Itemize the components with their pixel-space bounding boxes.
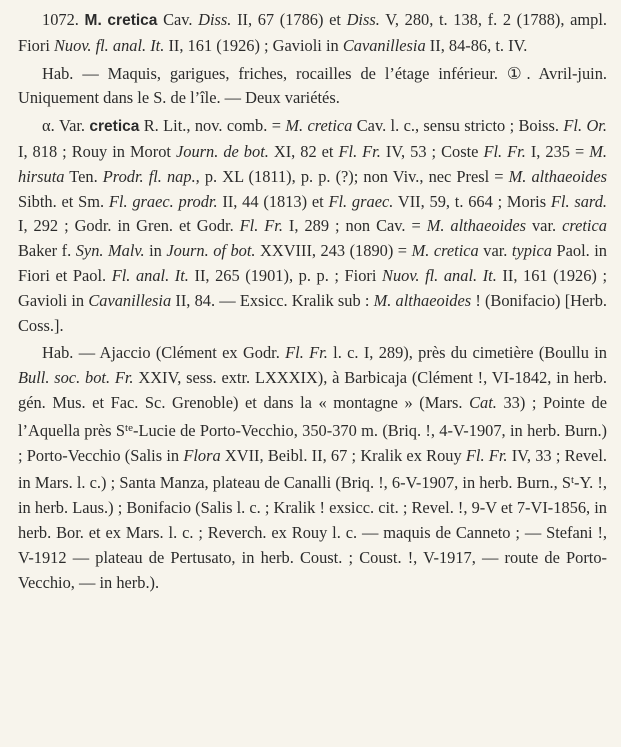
variety-name: cretica (89, 118, 140, 136)
taxon-name: cretica (562, 216, 607, 236)
text-run: I, 235 = (530, 141, 585, 161)
text-run: II, 265 (1901), p. p. ; Fiori (194, 265, 377, 285)
text-run: Sibth. et Sm. (18, 191, 105, 211)
text-run: II, 161 (1926) ; Gavioli in (18, 265, 608, 310)
text-run: XI, 82 et (273, 141, 334, 161)
citation-ref: II, 84-86, t. IV. (429, 35, 528, 55)
habitat-text: — Maquis, garigues, friches, rocailles de l’étage inférieur. ①. Avril-juin. Uniquement dans le S. de l’île. — Deux variétés. (18, 63, 607, 108)
citation-title: Fl. Fr. (239, 216, 283, 236)
text-run: in (149, 241, 162, 261)
genus-abbrev: M. (84, 12, 102, 29)
text-run: IV, 33 ; Revel. in Mars. l. c.) ; Santa Manza, plateau de Canalli (Briq. !, 6-V-1907, in herb. Burn., S (18, 445, 607, 493)
taxon-name: M. hirsuta (18, 141, 607, 186)
text-run: -Y. !, in herb. Laus.) ; Bonifacio (Salis l. c. ; Kralik ! exsicc. cit. ; Revel. !, 9-V et 7-VI-1856, in herb. Bor. et ex Mars. l. c. ; Reverch. ex Rouy l. c. — maquis de Canneto ; — Stefani !, V-1912 — plateau de Pertusato, in herb. Coust. ; Coust. !, V-1917, — route de Porto-Vecchio, — in herb.). (18, 473, 607, 592)
citation-title: Fl. Fr. (285, 343, 328, 363)
citation-ref: II, 161 (1926) ; Gavioli in (168, 35, 339, 55)
taxon-name: M. althaeoides (426, 216, 526, 236)
habitat-paragraph (18, 62, 607, 112)
text-run: VII, 59, t. 664 ; Moris (397, 191, 547, 211)
citation-title: Cavanillesia (88, 290, 172, 310)
text-run: XXIV, sess. extr. LXXXIX), à Barbicaja (Clément !, VI-1842, in herb. gén. Mus. et Fac. Sc. Grenoble) et dans la « montagne » (Mars. (18, 368, 607, 412)
taxon-name: M. althaeoides (373, 290, 472, 310)
citation-title: Diss. (346, 10, 380, 29)
taxon-name: M. cretica (411, 241, 479, 261)
citation-title: Fl. Fr. (338, 141, 381, 161)
citation-title: Fl. Fr. (483, 141, 526, 161)
localities-label: Hab. (42, 343, 74, 363)
species-name: cretica (107, 12, 158, 29)
citation-title: Nuov. fl. anal. It. (54, 35, 165, 55)
text-run: I, 289 ; non Cav. = (288, 216, 421, 236)
text-run: R. Lit., nov. comb. = (143, 116, 281, 136)
citation-title: Fl. Or. (563, 116, 607, 136)
citation-title: Fl. Fr. (465, 445, 508, 465)
citation-title: Journ. of bot. (166, 241, 256, 261)
text-run: Paol. in Fiori et Paol. (18, 241, 607, 285)
species-entry (18, 8, 607, 59)
authority: Cav. (163, 10, 193, 29)
entry-number: 1072. (42, 10, 79, 29)
citation-title: Diss. (198, 10, 232, 29)
text-run: Ten. (69, 166, 98, 186)
text-run: l. c. I, 289), près du cimetière (Boullu in (333, 343, 607, 363)
citation-title: Nuov. fl. anal. It. (382, 265, 497, 285)
citation-title: Syn. Malv. (75, 241, 145, 261)
text-run: p. XL (1811), p. p. (?); non Viv., nec Presl = (204, 166, 504, 186)
text-run: — Ajaccio (Clément ex Godr. (78, 343, 280, 363)
citation-title: Fl. graec. (328, 191, 394, 211)
localities-paragraph (18, 341, 607, 595)
text-run: I, 818 ; Rouy in Morot (18, 141, 171, 161)
text-run: II, 44 (1813) et (222, 191, 324, 211)
habitat-label: Hab. (42, 63, 74, 83)
text-run: Cav. l. c., sensu stricto ; Boiss. (356, 116, 560, 136)
text-run: XXVIII, 243 (1890) = (260, 241, 408, 261)
citation-ref: V, 280, t. 138, f. 2 (1788), ampl. Fiori (18, 10, 607, 55)
text-run: IV, 53 ; Coste (385, 141, 479, 161)
taxon-name: M. cretica (285, 116, 353, 136)
citation-title: Bull. soc. bot. Fr. (18, 368, 134, 388)
citation-title: Flora (183, 445, 221, 465)
variety-marker: α. Var. (42, 116, 86, 136)
text-run: Baker f. (18, 241, 72, 261)
citation-title: Cavanillesia (342, 35, 426, 55)
superscript: te (125, 421, 133, 434)
variety-paragraph (18, 114, 607, 338)
text-run: I, 292 ; Godr. in Gren. et Godr. (18, 216, 234, 236)
text-run: 33) ; Pointe de l’Aquella près S (18, 392, 607, 440)
text-run: ! (Bonifacio) [Herb. Coss.]. (18, 290, 608, 335)
citation-title: Fl. graec. prodr. (108, 191, 218, 211)
taxon-name: M. althaeoides (508, 166, 608, 186)
citation-title: Cat. (469, 392, 497, 412)
text-run: var. (483, 241, 508, 261)
citation-title: Fl. anal. It. (111, 265, 189, 285)
citation-title: Fl. sard. (550, 191, 607, 211)
citation-title: Journ. de bot. (175, 141, 269, 161)
superscript: t (570, 474, 574, 487)
text-run: II, 84. — Exsicc. Kralik sub : (175, 290, 370, 310)
text-run: var. (531, 216, 557, 236)
text-run: -Lucie de Porto-Vecchio, 350-370 m. (Briq. !, 4-V-1907, in herb. Burn.) ; Porto-Vecchio (Salis in (18, 420, 607, 465)
text-run: XVII, Beibl. II, 67 ; Kralik ex Rouy (224, 445, 462, 465)
taxon-name: typica (511, 241, 552, 261)
citation-ref: II, 67 (1786) et (237, 10, 341, 29)
citation-title: Prodr. fl. nap., (102, 166, 200, 186)
